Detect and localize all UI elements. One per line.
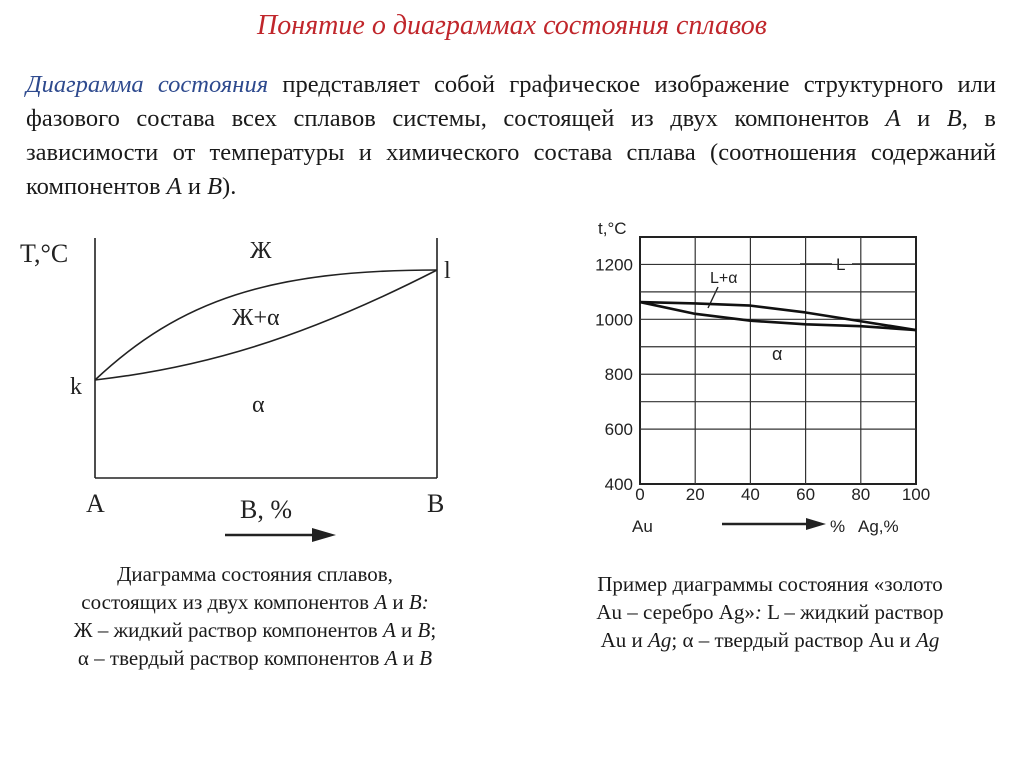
chart-xlabel-au: Au xyxy=(632,517,653,536)
intro-and-2: и xyxy=(181,173,208,200)
x-tick-label: 20 xyxy=(685,485,705,504)
x-tick-label: 60 xyxy=(796,485,816,504)
region-liquid-label: L xyxy=(836,255,846,274)
lc-l2b: A xyxy=(374,590,388,614)
lc-l3a: Ж – жидкий раствор компонентов xyxy=(73,618,383,642)
slide-title: Понятие о диаграммах состояния сплавов xyxy=(257,10,767,41)
label-liquid: Ж xyxy=(250,238,272,264)
rc-l2c: L – жидкий раствор xyxy=(761,600,944,624)
right-caption xyxy=(530,570,1010,654)
rc-l3b: Ag xyxy=(648,628,672,652)
intro-component-b-2: B xyxy=(207,173,223,200)
y-tick-label: 800 xyxy=(604,365,633,385)
rc-l2a: Au – серебро Ag» xyxy=(596,600,755,624)
region-solid-label: α xyxy=(772,344,783,364)
intro-component-a-2: A xyxy=(166,173,182,200)
intro-text-1: представляет собой графическое изображение структурного или фазового состава всех сплавов системы, состоящей из двух компонентов xyxy=(26,71,996,132)
rc-l3a: Au и xyxy=(600,628,649,652)
intro-component-b: B xyxy=(946,105,962,132)
rc-l2b: : xyxy=(754,600,762,624)
label-two-phase: Ж+α xyxy=(232,305,280,331)
x-tick-label: 40 xyxy=(740,485,760,504)
lc-l2d: B: xyxy=(408,590,429,614)
rc-l3c: ; α – твердый раствор Au и xyxy=(671,628,917,652)
y-axis-label: T,°C xyxy=(20,239,69,268)
chart-xlabel-ag: Ag,% xyxy=(858,517,899,536)
lc-l4a: α – твердый раствор компонентов xyxy=(77,646,385,670)
lc-l4c: и xyxy=(397,646,420,670)
lc-l3c: и xyxy=(395,618,418,642)
intro-and-1: и xyxy=(900,105,947,132)
left-caption-line-1: Диаграмма состояния сплавов, xyxy=(117,562,393,586)
lc-l3d: B xyxy=(417,618,431,642)
chart-xlabel-percent: % xyxy=(830,517,846,536)
solidus-line xyxy=(640,302,916,330)
y-tick-label: 1200 xyxy=(595,255,633,275)
right-caption-line-3 xyxy=(530,626,1010,654)
lc-l3b: A xyxy=(382,618,396,642)
rc-l3d: Ag xyxy=(916,628,940,652)
x-axis-label: B, % xyxy=(240,495,292,524)
lc-l3e: ; xyxy=(430,618,437,642)
component-b-label: B xyxy=(427,489,445,518)
intro-text-2: , в зависимости от температуры и химического состава сплава (соотношения содержаний компонентов xyxy=(26,105,996,200)
y-tick-label: 400 xyxy=(604,475,633,494)
lc-l4d: B xyxy=(419,646,433,670)
lc-l2a: состоящих из двух компонентов xyxy=(81,590,375,614)
region-two-phase-label: L+α xyxy=(710,270,738,287)
lc-l4b: A xyxy=(384,646,398,670)
term-phase-diagram: Диаграмма состояния xyxy=(26,71,269,98)
label-solid: α xyxy=(252,392,265,418)
chart-ylabel: t,°C xyxy=(598,219,627,238)
point-l-label: l xyxy=(444,258,451,284)
arrow-head-right xyxy=(806,518,826,530)
right-caption-line-2 xyxy=(530,598,1010,626)
intro-component-a: A xyxy=(885,105,901,132)
component-a-label: A xyxy=(86,489,105,518)
x-tick-label: 100 xyxy=(901,485,931,504)
point-k-label: k xyxy=(70,374,82,400)
x-tick-label: 80 xyxy=(851,485,871,504)
intro-text-3: ). xyxy=(222,173,237,200)
right-caption-line-1: Пример диаграммы состояния «золото xyxy=(597,572,943,596)
y-tick-label: 1000 xyxy=(595,310,633,330)
lc-l2c: и xyxy=(387,590,409,614)
y-tick-label: 600 xyxy=(604,420,633,440)
liquidus-line xyxy=(640,302,916,330)
x-tick-label: 0 xyxy=(635,485,645,504)
